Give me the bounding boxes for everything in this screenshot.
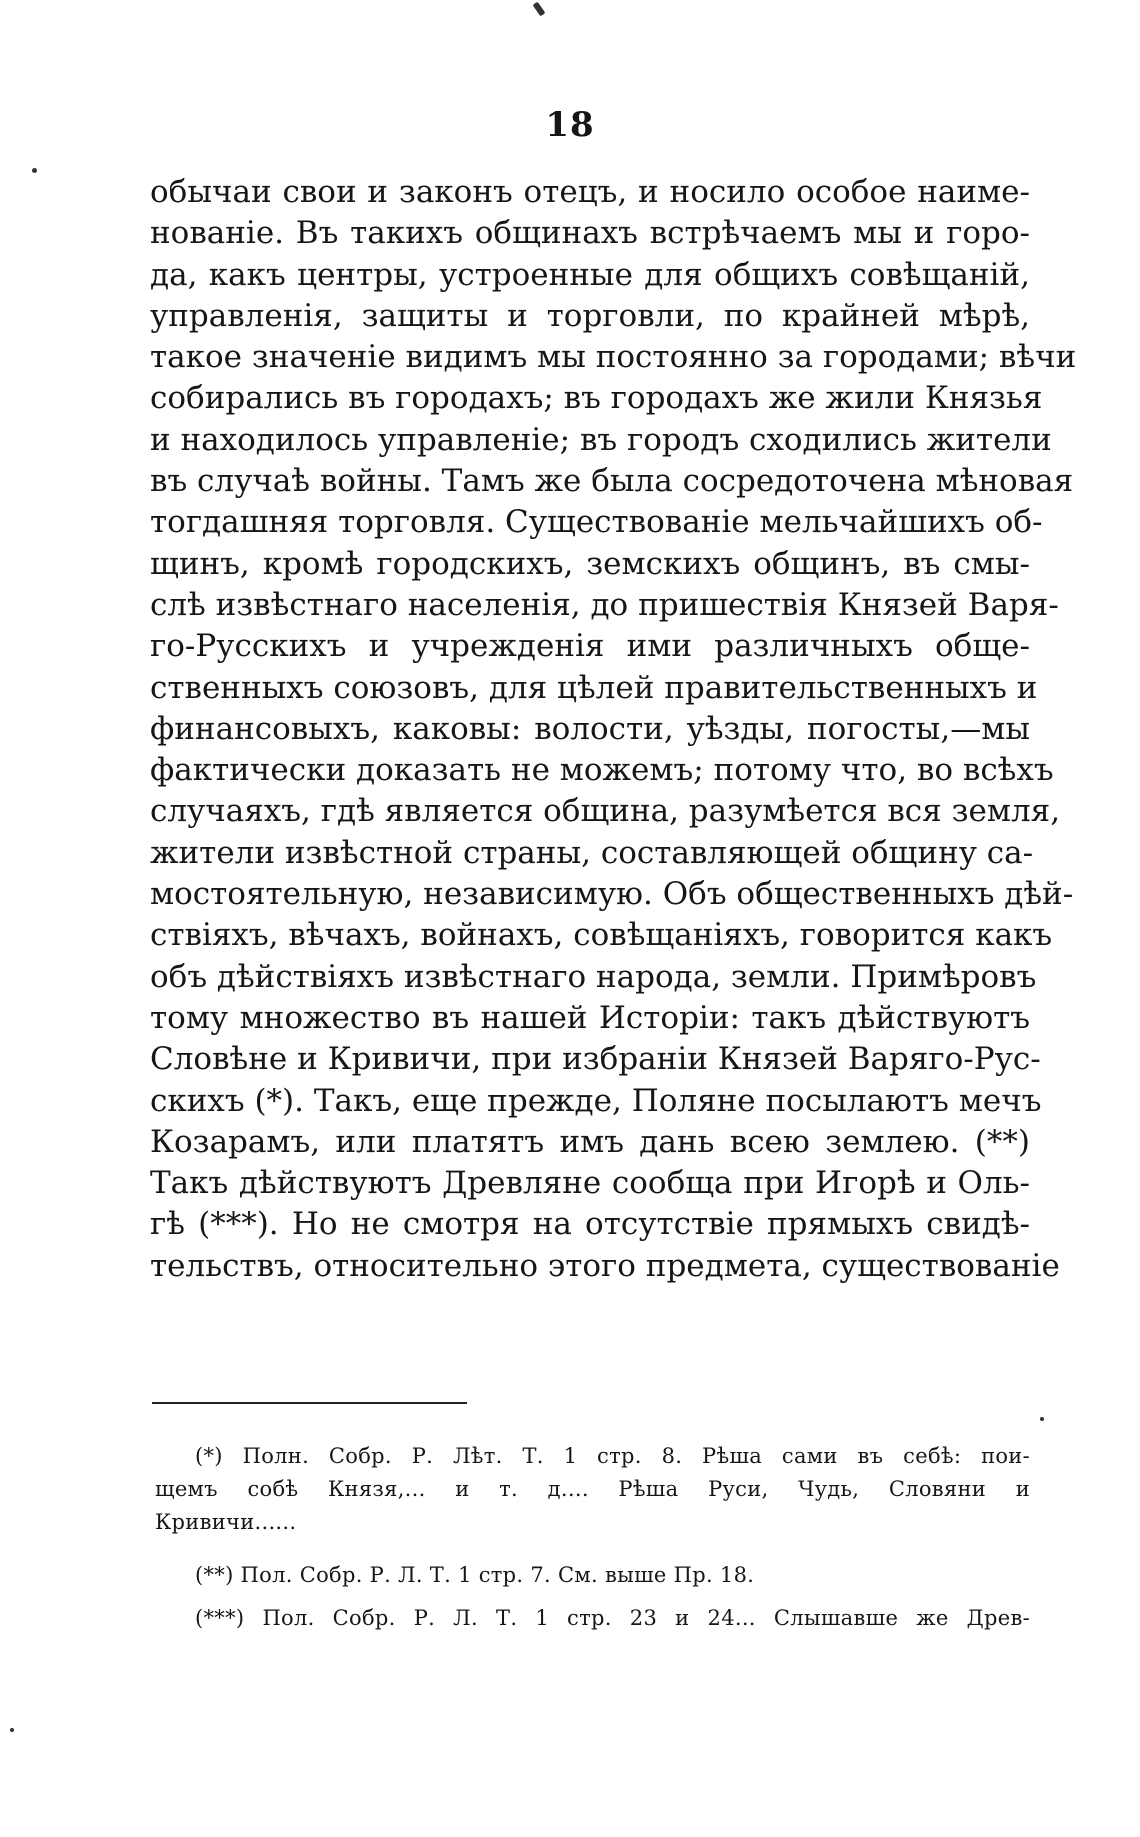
text-line: тельствъ, относительно этого предмета, существованіе: [150, 1247, 1060, 1284]
text-line: такое значеніе видимъ мы постоянно за городами; вѣчи: [150, 339, 1077, 376]
text-line: щинъ, кромѣ городскихъ, земскихъ общинъ, въ смы-: [150, 545, 1030, 582]
text-line: нованіе. Въ такихъ общинахъ встрѣчаемъ мы и горо-: [150, 215, 1030, 252]
print-speck-left: [32, 168, 37, 173]
text-line: управленія, защиты и торговли, по крайней мѣрѣ,: [150, 297, 1030, 334]
text-line: тогдашняя торговля. Существованіе мельчайшихъ об-: [150, 504, 1043, 541]
text-line: фактически доказать не можемъ; потому что, во всѣхъ: [150, 752, 1054, 789]
footnote-3: (***) Пол. Собр. Р. Л. Т. 1 стр. 23 и 24... Слышавше же Древ-: [195, 1606, 1030, 1630]
footnote-1-line: Кривичи......: [155, 1510, 297, 1534]
text-line: мостоятельную, независимую. Объ общественныхъ дѣй-: [150, 876, 1074, 913]
print-speck-top: [533, 2, 546, 17]
text-line: скихъ (*). Такъ, еще прежде, Поляне посылаютъ мечъ: [150, 1082, 1042, 1119]
text-line: въ случаѣ войны. Тамъ же была сосредоточена мѣновая: [150, 463, 1074, 500]
text-line: и находилось управленіе; въ городъ сходились жители: [150, 421, 1052, 458]
text-line: обычаи свои и законъ отецъ, и носило особое наиме-: [150, 174, 1030, 210]
print-speck-bottom-left: [10, 1728, 14, 1732]
text-line: Такъ дѣйствуютъ Древляне сообща при Игорѣ и Оль-: [150, 1165, 1030, 1202]
footnote-separator: [152, 1402, 467, 1404]
text-line: го-Русскихъ и учрежденія ими различныхъ обще-: [150, 628, 1030, 665]
footnote-1-line: щемъ собѣ Князя,... и т. д.... Рѣша Руси, Чудь, Словяни и: [155, 1477, 1030, 1501]
text-line: гѣ (***). Но не смотря на отсутствіе прямыхъ свидѣ-: [150, 1206, 1030, 1243]
text-line: да, какъ центры, устроенные для общихъ совѣщаній,: [150, 256, 1030, 293]
print-speck-right: [1040, 1417, 1044, 1421]
text-line: жители извѣстной страны, составляющей общину са-: [150, 834, 1034, 871]
text-line: Словѣне и Кривичи, при избраніи Князей Варяго-Рус-: [150, 1041, 1041, 1078]
footnote-2: (**) Пол. Собр. Р. Л. Т. 1 стр. 7. См. выше Пр. 18.: [195, 1563, 755, 1587]
footnotes: [155, 1440, 1030, 1635]
text-line: тому множество въ нашей Исторіи: такъ дѣйствуютъ: [150, 999, 1030, 1036]
text-line: объ дѣйствіяхъ извѣстнаго народа, земли. Примѣровъ: [150, 958, 1037, 995]
text-line: ствіяхъ, вѣчахъ, войнахъ, совѣщаніяхъ, говорится какъ: [150, 917, 1053, 954]
page-number: 18: [545, 105, 595, 145]
text-line: финансовыхъ, каковы: волости, уѣзды, погосты,—мы: [150, 710, 1030, 747]
text-line: Козарамъ, или платятъ имъ дань всею землею. (**): [150, 1123, 1030, 1160]
text-line: случаяхъ, гдѣ является община, разумѣется вся земля,: [150, 793, 1061, 830]
footnote-1-line: (*) Полн. Собр. Р. Лѣт. Т. 1 стр. 8. Рѣша сами въ себѣ: пои-: [195, 1444, 1030, 1468]
text-line: ственныхъ союзовъ, для цѣлей правительственныхъ и: [150, 669, 1038, 706]
text-line: слѣ извѣстнаго населенія, до пришествія Князей Варя-: [150, 586, 1059, 623]
text-line: собирались въ городахъ; въ городахъ же жили Князья: [150, 380, 1043, 417]
main-text: [150, 172, 1077, 1287]
